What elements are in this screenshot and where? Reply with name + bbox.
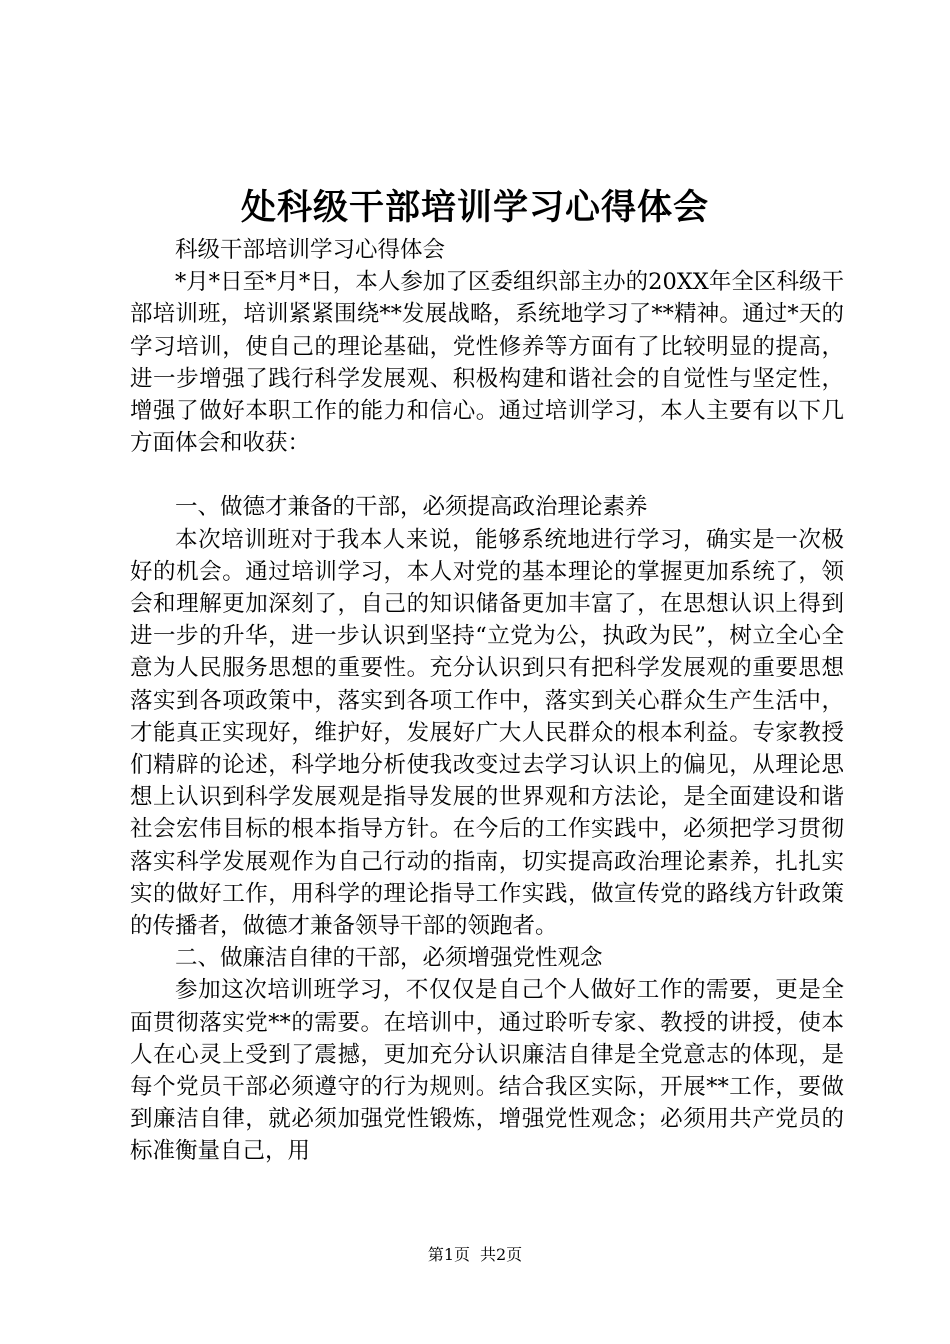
subtitle-paragraph: 科级干部培训学习心得体会 [175, 237, 446, 263]
section-paragraph-1: 本次培训班对于我本人来说，能够系统地进行学习，确实是一次极好的机会。通过培训学习，本人对党的基本理论的掌握更加系统了，领会和理解更加深刻了，自己的知识储备更加丰富了，在思想认识上得到进一步的升华，进一步认识到坚持“立党为公，执政为民”，树立全心全意为人民服务思想的重要性。充分认识到只有把科学发展观的重要思想落实到各项政策中，落实到各项工作中，落实到关心群众生产生活中，才能真正实现好，维护好，发展好广大人民群众的根本利益。专家教授们精辟的论述，科学地分析使我改变过去学习认识上的偏见，从理论思想上认识到科学发展观是指导发展的世界观和方法论，是全面建设和谐社会宏伟目标的根本指导方针。在今后的工作实践中，必须把学习贯彻落实科学发展观作为自己行动的指南，切实提高政治理论素养，扎扎实实的做好工作，用科学的理论指导工作实践，做宣传党的路线方针政策的传播者，做德才兼备领导干部的领跑者。 [130, 526, 844, 940]
document-body [130, 234, 844, 1168]
document-title: 处科级干部培训学习心得体会 [240, 187, 709, 228]
section-paragraph-2: 参加这次培训班学习，不仅仅是自己个人做好工作的需要，更是全面贯彻落实党**的需要。在培训中，通过聆听专家、教授的讲授，使本人在心灵上受到了震撼，更加充分认识廉洁自律是全党意志的体现，是每个党员干部必须遵守的行为规则。结合我区实际，开展**工作，要做到廉洁自律，就必须加强党性锻炼，增强党性观念；必须用共产党员的标准衡量自己，用 [130, 977, 844, 1165]
page-footer [0, 1244, 950, 1266]
section-heading-1: 一、做德才兼备的干部，必须提高政治理论素养 [175, 494, 648, 521]
section-heading-2: 二、做廉洁自律的干部，必须增强党性观念 [175, 945, 603, 972]
intro-paragraph: *月*日至*月*日，本人参加了区委组织部主办的20XX年全区科级干部培训班，培训紧紧围绕**发展战略，系统地学习了**精神。通过*天的学习培训，使自己的理论基础，党性修养等方面有了比较明显的提高，进一步增强了践行科学发展观、积极构建和谐社会的自觉性与坚定性，增强了做好本职工作的能力和信心。通过培训学习，本人主要有以下几方面体会和收获： [130, 269, 844, 457]
page-number-total: 共2页 [480, 1245, 523, 1264]
page-number-current: 第1页 [427, 1245, 470, 1264]
